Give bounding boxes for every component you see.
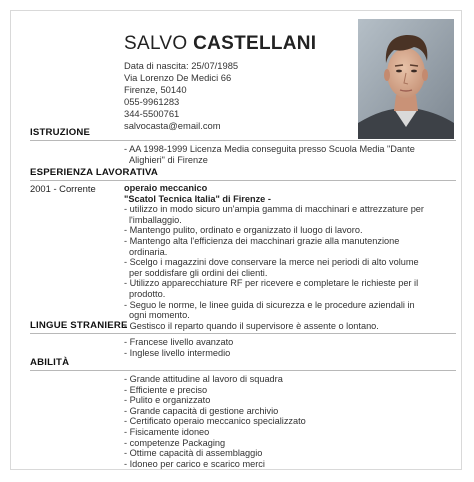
skill-item: - Grande capacità di gestione archivio <box>124 405 279 416</box>
job-duty-line: ogni momento. <box>129 310 190 321</box>
birth-date: Data di nascita: 25/07/1985 <box>124 60 239 71</box>
job-duty-line: per soddisfare gli ordini dei clienti. <box>129 267 268 278</box>
education-line: Alighieri" di Firenze <box>129 154 208 165</box>
skill-item: - Fisicamente idoneo <box>124 426 210 437</box>
phone-landline: 055-9961283 <box>124 96 180 107</box>
job-duty-line: - Gestisco il reparto quando il supervisore è assente o lontano. <box>124 320 379 331</box>
resume-header <box>124 33 316 132</box>
skill-item: - Certificato operaio meccanico specializzato <box>124 416 306 427</box>
section-title-istruzione: ISTRUZIONE <box>30 127 456 141</box>
section-lingue <box>30 320 456 358</box>
job-duty-line: - Scelgo i magazzini dove conservare la merce nei periodi di alto volume <box>124 257 419 268</box>
language-item: - Inglese livello intermedio <box>124 347 231 358</box>
profile-photo <box>358 19 454 139</box>
job-duty <box>124 257 456 278</box>
job-duty-line: - Mantengo pulito, ordinato e organizzato il luogo di lavoro. <box>124 225 363 236</box>
section-title-esperienza: ESPERIENZA LAVORATIVA <box>30 167 456 181</box>
job-role: operaio meccanico <box>124 183 208 193</box>
section-title-abilita: ABILITÀ <box>30 357 456 371</box>
job-duty-line: - utilizzo in modo sicuro un'ampia gamma di macchinari e attrezzature per <box>124 204 424 215</box>
candidate-name <box>124 33 316 55</box>
skill-item: - competenze Packaging <box>124 437 226 448</box>
job-duty <box>124 300 456 321</box>
job-duty <box>124 278 456 299</box>
phone-mobile: 344-5500761 <box>124 108 180 119</box>
skill-item: - Ottime capacità di assemblaggio <box>124 448 263 459</box>
last-name: CASTELLANI <box>193 33 317 54</box>
section-esperienza <box>30 167 456 331</box>
skill-item: - Grande attitudine al lavoro di squadra <box>124 374 283 384</box>
job-date: 2001 - Corrente <box>30 183 96 194</box>
section-istruzione <box>30 127 456 165</box>
language-item: - Francese livello avanzato <box>124 337 234 347</box>
skill-item: - Efficiente e preciso <box>124 384 208 395</box>
first-name: SALVO <box>124 33 188 54</box>
job-duty-line: l'imballaggio. <box>129 214 182 225</box>
job-duty-line: ordinaria. <box>129 246 168 257</box>
job-duty <box>124 236 456 257</box>
address-street: Via Lorenzo De Medici 66 <box>124 72 232 83</box>
job-duty <box>124 204 456 225</box>
section-title-lingue: LINGUE STRANIERE <box>30 320 456 334</box>
job-duty <box>124 225 456 236</box>
job-duty-line: - Seguo le norme, le linee guida di sicurezza e le procedure aziendali in <box>124 299 415 310</box>
job-duty-line: prodotto. <box>129 288 166 299</box>
contact-info <box>124 60 316 132</box>
job-duty-line: - Utilizzo apparecchiature RF per ricevere e completare le richieste per il <box>124 278 419 289</box>
skill-item: - Idoneo per carico e scarico merci <box>124 458 265 469</box>
section-abilita <box>30 357 456 469</box>
address-city: Firenze, 50140 <box>124 84 187 95</box>
skill-item: - Pulito e organizzato <box>124 395 211 406</box>
job-duty-line: - Mantengo alta l'efficienza dei macchinari grazie alla manutenzione <box>124 235 400 246</box>
portrait-image <box>358 19 454 139</box>
education-line: - AA 1998-1999 Licenza Media conseguita presso Scuola Media "Dante <box>124 144 415 154</box>
job-company: "Scatol Tecnica Italia" di Firenze - <box>124 193 271 204</box>
email: salvocasta@email.com <box>124 120 221 131</box>
